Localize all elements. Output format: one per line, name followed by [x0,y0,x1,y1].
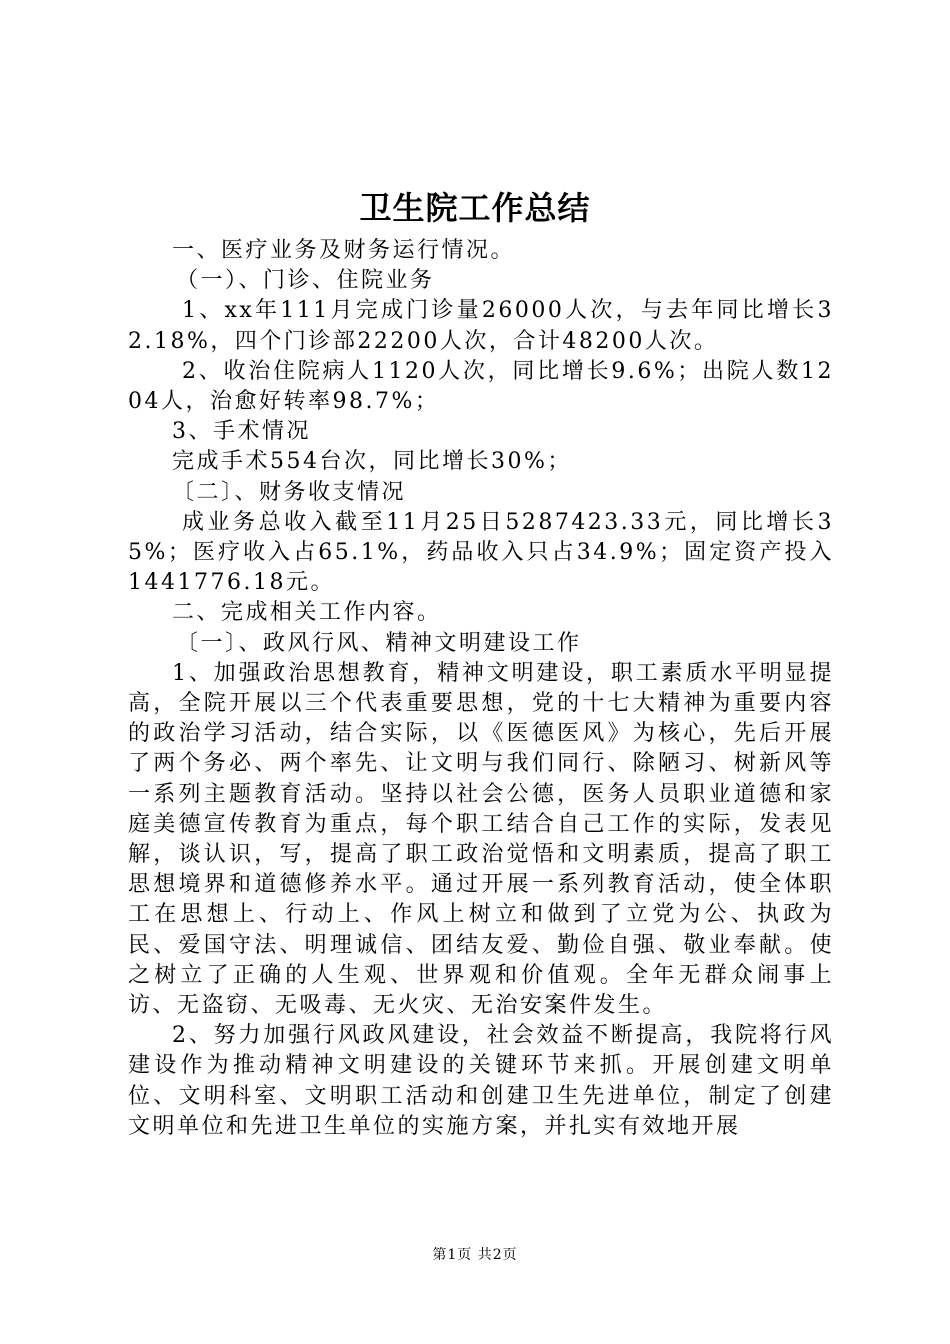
subsection-heading-finance: 〔二〕、财务收支情况 [172,479,407,505]
subsection-heading-outpatient: （一）、门诊、住院业务 [176,268,435,294]
section-heading-1: 一、医疗业务及财务运行情况。 [172,238,516,263]
paragraph-surgery-count: 完成手术554台次，同比增长30%； [172,449,572,475]
paragraph-conduct-building: 2、努力加强行风政风建设，社会效益不断提高，我院将行风建设作为推动精神文明建设的关键环节来抓。开展创建文明单位、文明科室、文明职工活动和创建卫生先进单位，制定了创建文明单位和先进卫生单位的实施方案，并扎实有效地开展 [128,1023,834,1139]
page-footer: 第1页 共2页 [432,1247,518,1263]
document-body [128,236,834,1142]
document-title: 卫生院工作总结 [359,189,591,227]
paragraph-surgery-heading: 3、手术情况 [172,419,311,445]
paragraph-finance: 成业务总收入截至11月25日5287423.33元，同比增长35%；医疗收入占65.1%，药品收入只占34.9%；固定资产投入1441776.18元。 [128,509,834,596]
subsection-heading-ethics: 〔一〕、政风行风、精神文明建设工作 [176,630,582,656]
paragraph-inpatient: 2、收治住院病人1120人次，同比增长9.6%；出院人数1204人，治愈好转率98.7%； [128,358,834,415]
paragraph-political-education: 1、加强政治思想教育，精神文明建设，职工素质水平明显提高，全院开展以三个代表重要思想，党的十七大精神为重要内容的政治学习活动，结合实际，以《医德医风》为核心，先后开展了两个务必、两个率先、让文明与我们同行、除陋习、树新风等一系列主题教育活动。坚持以社会公德，医务人员职业道德和家庭美德宣传教育为重点，每个职工结合自己工作的实际，发表见解，谈认识，写，提高了职工政治觉悟和文明素质，提高了职工思想境界和道德修养水平。通过开展一系列教育活动，使全体职工在思想上、行动上、作风上树立和做到了立党为公、执政为民、爱国守法、明理诚信、团结友爱、勤俭自强、敬业奉献。使之树立了正确的人生观、世界观和价值观。全年无群众闹事上访、无盗窃、无吸毒、无火灾、无治安案件发生。 [128,660,834,1019]
paragraph-outpatient-volume: 1、xx年111月完成门诊量26000人次，与去年同比增长32.18%，四个门诊部22200人次，合计48200人次。 [128,298,834,354]
section-heading-2: 二、完成相关工作内容。 [172,600,442,626]
